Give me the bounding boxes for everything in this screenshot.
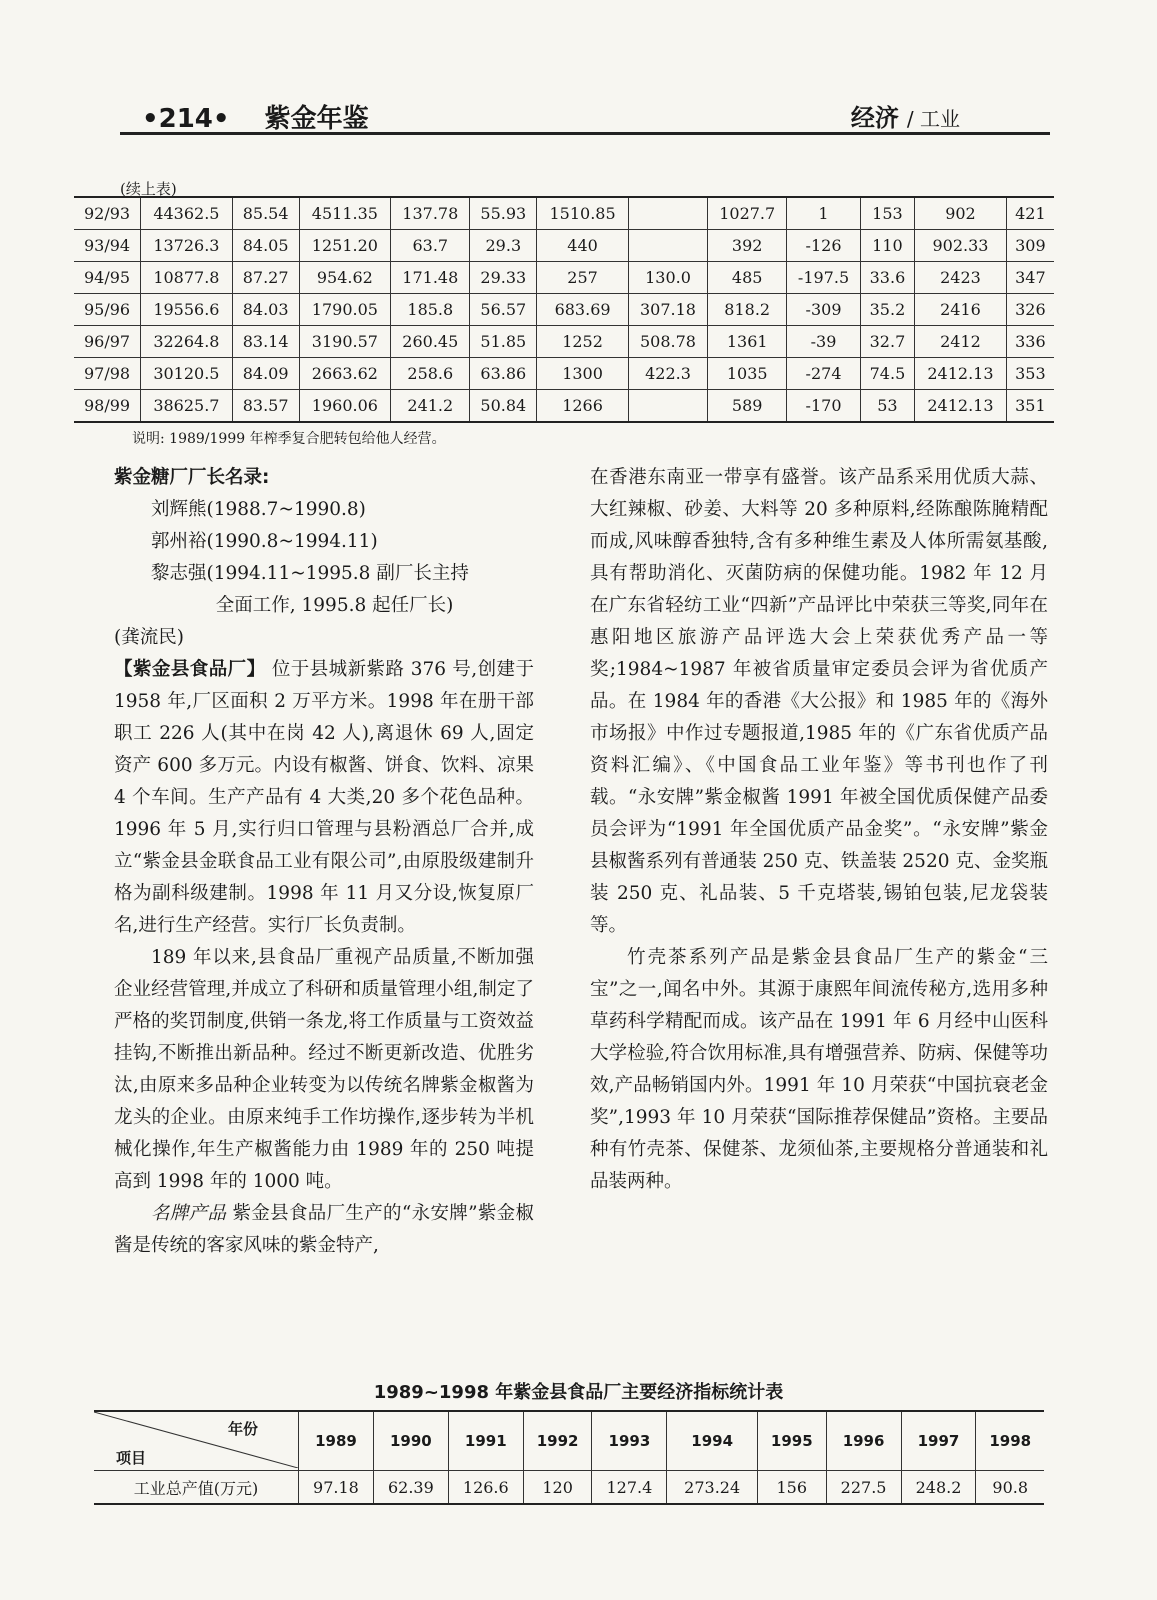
table-cell: 84.05 xyxy=(232,230,299,262)
table-cell xyxy=(628,230,707,262)
table-cell: 3190.57 xyxy=(299,326,391,358)
table-cell: 347 xyxy=(1006,262,1054,294)
table-cell: 257 xyxy=(537,262,629,294)
table-cell: 1252 xyxy=(537,326,629,358)
continued-label: (续上表) xyxy=(120,180,177,198)
table-note: 说明: 1989/1999 年榨季复合肥转包给他人经营。 xyxy=(132,431,446,447)
table-cell: 74.5 xyxy=(860,358,914,390)
table-cell: 392 xyxy=(708,230,787,262)
table-cell: 110 xyxy=(860,230,914,262)
table-cell: 954.62 xyxy=(299,262,391,294)
page-header xyxy=(120,96,1050,135)
table-cell: -274 xyxy=(787,358,860,390)
left-column xyxy=(114,462,534,1262)
table-cell: 353 xyxy=(1006,358,1054,390)
table-cell: 92/93 xyxy=(74,197,141,230)
director-list xyxy=(114,494,534,622)
table-cell xyxy=(628,390,707,423)
table-cell: -39 xyxy=(787,326,860,358)
table-cell: 29.33 xyxy=(470,262,537,294)
table-cell: 84.09 xyxy=(232,358,299,390)
table-cell: 13726.3 xyxy=(141,230,233,262)
table-cell: 97/98 xyxy=(74,358,141,390)
value-cell: 90.8 xyxy=(976,1471,1044,1505)
table-cell: 1266 xyxy=(537,390,629,423)
director-entry: 郭州裕(1990.8~1994.11) xyxy=(151,531,378,552)
paragraph: 在香港东南亚一带享有盛誉。该产品系采用优质大蒜、大红辣椒、砂姜、大料等 20 多种原料,经陈酿陈腌精配而成,风味醇香独特,含有多种维生素及人体所需氨基酸,具有帮助消化、灭菌防病的保健功能。1982 年 12 月在广东省轻纺工业“四新”产品评比中荣获三等奖,同年在惠阳地区旅游产品评选大会上荣获优秀产品一等奖;1984~1987 年被省质量审定委员会评为省优质产品。在 1984 年的香港《大公报》和 1985 年的《海外市场报》中作过专题报道,1985 年的《广东省优质产品资料汇编》、《中国食品工业年鉴》等书刊也作了刊载。“永安牌”紫金椒酱 1991 年被全国优质保健产品委员会评为“1991 年全国优质产品金奖”。“永安牌”紫金县椒酱系列有普通装 250 克、铁盖装 2520 克、金奖瓶装 250 克、礼品装、5 千克塔装,锡铂包装,尼龙袋装等。 xyxy=(590,467,1048,936)
table-cell: 63.86 xyxy=(470,358,537,390)
table-cell: 44362.5 xyxy=(141,197,233,230)
table-cell: 1035 xyxy=(708,358,787,390)
table-cell: 94/95 xyxy=(74,262,141,294)
value-cell: 248.2 xyxy=(901,1471,976,1505)
value-cell: 127.4 xyxy=(592,1471,667,1505)
book-title: 紫金年鉴 xyxy=(264,104,369,134)
table-cell: 83.57 xyxy=(232,390,299,423)
table-cell: 30120.5 xyxy=(141,358,233,390)
table-cell: 1361 xyxy=(708,326,787,358)
table-cell: 1510.85 xyxy=(537,197,629,230)
value-cell: 120 xyxy=(523,1471,592,1505)
table-cell: 241.2 xyxy=(391,390,470,423)
year-header: 1998 xyxy=(976,1411,1044,1471)
table-cell: -309 xyxy=(787,294,860,326)
value-cell: 97.18 xyxy=(299,1471,374,1505)
year-header: 1996 xyxy=(826,1411,901,1471)
table-cell: 35.2 xyxy=(860,294,914,326)
table-cell: 326 xyxy=(1006,294,1054,326)
diagonal-header-cell xyxy=(94,1411,299,1471)
table-cell: 1 xyxy=(787,197,860,230)
table-cell: 83.14 xyxy=(232,326,299,358)
table-cell: -126 xyxy=(787,230,860,262)
table-row xyxy=(74,294,1054,326)
table-cell: 421 xyxy=(1006,197,1054,230)
stats-table-header xyxy=(94,1411,1044,1471)
entry-paragraph xyxy=(114,654,534,942)
table-cell: 1251.20 xyxy=(299,230,391,262)
table-cell: 309 xyxy=(1006,230,1054,262)
table-cell: 4511.35 xyxy=(299,197,391,230)
table-cell: 32.7 xyxy=(860,326,914,358)
table-cell: 32264.8 xyxy=(141,326,233,358)
table-cell: 589 xyxy=(708,390,787,423)
table-cell: 336 xyxy=(1006,326,1054,358)
year-header: 1997 xyxy=(901,1411,976,1471)
table-cell: 137.78 xyxy=(391,197,470,230)
table-cell xyxy=(628,197,707,230)
table-cell: 2423 xyxy=(915,262,1007,294)
table-cell: 683.69 xyxy=(537,294,629,326)
table-cell: 1790.05 xyxy=(299,294,391,326)
corner-item: 项目 xyxy=(116,1449,147,1467)
paragraph: 竹壳茶系列产品是紫金县食品厂生产的紫金“三宝”之一,闻名中外。其源于康熙年间流传秘方,选用多种草药科学精配而成。该产品在 1991 年 6 月经中山医科大学检验,符合饮用标准,具有增强营养、防病、保健等功效,产品畅销国内外。1991 年 10 月荣获“中国抗衰老金奖”,1993 年 10 月荣获“国际推荐保健品”资格。主要品种有竹壳茶、保健茶、龙须仙茶,主要规格分普通装和礼品装两种。 xyxy=(590,947,1048,1192)
table-cell: 351 xyxy=(1006,390,1054,423)
table-cell: 902 xyxy=(915,197,1007,230)
table-cell: 2663.62 xyxy=(299,358,391,390)
stats-table xyxy=(94,1410,1044,1505)
table-cell: 1960.06 xyxy=(299,390,391,423)
table-row xyxy=(74,197,1054,230)
table-cell: 258.6 xyxy=(391,358,470,390)
table-cell: 1300 xyxy=(537,358,629,390)
table-cell: 902.33 xyxy=(915,230,1007,262)
table-cell: 95/96 xyxy=(74,294,141,326)
year-header: 1994 xyxy=(667,1411,758,1471)
year-header: 1995 xyxy=(757,1411,826,1471)
table-cell: 56.57 xyxy=(470,294,537,326)
table-cell: 10877.8 xyxy=(141,262,233,294)
table-cell: 2416 xyxy=(915,294,1007,326)
table-cell: 38625.7 xyxy=(141,390,233,423)
table-cell: 818.2 xyxy=(708,294,787,326)
director-entry: 黎志强(1994.11~1995.8 副厂长主持 xyxy=(151,563,469,584)
subsection-title: / 工业 xyxy=(906,107,960,131)
table-cell: 185.8 xyxy=(391,294,470,326)
table-cell: 84.03 xyxy=(232,294,299,326)
section-title: 经济 xyxy=(850,104,899,132)
table-cell: 1027.7 xyxy=(708,197,787,230)
director-list-title: 紫金糖厂厂长名录: xyxy=(114,467,270,488)
table-cell: 508.78 xyxy=(628,326,707,358)
year-header: 1992 xyxy=(523,1411,592,1471)
corner-year: 年份 xyxy=(227,1420,258,1438)
table-cell: 2412.13 xyxy=(915,390,1007,423)
table-cell: 63.7 xyxy=(391,230,470,262)
value-cell: 273.24 xyxy=(667,1471,758,1505)
table-row xyxy=(74,326,1054,358)
table-cell: 51.85 xyxy=(470,326,537,358)
director-entry: 刘辉熊(1988.7~1990.8) xyxy=(151,499,366,520)
header-left xyxy=(142,98,369,135)
table-cell: 440 xyxy=(537,230,629,262)
table-cell: 87.27 xyxy=(232,262,299,294)
table-cell: 19556.6 xyxy=(141,294,233,326)
continued-table xyxy=(74,196,1054,423)
table-cell: -170 xyxy=(787,390,860,423)
table-cell: 55.93 xyxy=(470,197,537,230)
table-cell: 2412.13 xyxy=(915,358,1007,390)
brand-text: 紫金县食品厂生产的“永安牌”紫金椒酱是传统的客家风味的紫金特产, xyxy=(114,1203,534,1256)
table-cell: 422.3 xyxy=(628,358,707,390)
entry-text: 位于县城新紫路 376 号,创建于 1958 年,厂区面积 2 万平方米。1998 年在册干部职工 226 人(其中在岗 42 人),离退休 69 人,固定资产 600 多万元。内设有椒酱、饼食、饮料、凉果 4 个车间。生产产品有 4 大类,20 多个花色品种。1996 年 5 月,实行归口管理与县粉酒总厂合并,成立“紫金县金联食品工业有限公司”,由原股级建制升格为副科级建制。1998 年 11 月又分设,恢复原厂名,进行生产经营。实行厂长负责制。 xyxy=(114,659,534,936)
table-cell: 307.18 xyxy=(628,294,707,326)
table-cell: -197.5 xyxy=(787,262,860,294)
table-cell: 2412 xyxy=(915,326,1007,358)
table-cell: 33.6 xyxy=(860,262,914,294)
table-row xyxy=(74,262,1054,294)
table-row xyxy=(74,390,1054,423)
year-header: 1991 xyxy=(448,1411,523,1471)
value-cell: 126.6 xyxy=(448,1471,523,1505)
paragraph: 189 年以来,县食品厂重视产品质量,不断加强企业经营管理,并成立了科研和质量管理小组,制定了严格的奖罚制度,供销一条龙,将工作质量与工资效益挂钩,不断推出新品种。经过不断更新改造、优胜劣汰,由原来多品种企业转变为以传统名牌紫金椒酱为龙头的企业。由原来纯手工作坊操作,逐步转为半机械化操作,年生产椒酱能力由 1989 年的 250 吨提高到 1998 年的 1000 吨。 xyxy=(114,947,534,1192)
table-cell: 93/94 xyxy=(74,230,141,262)
entry-title: 【紫金县食品厂】 xyxy=(114,659,266,680)
page-number: •214• xyxy=(142,104,230,134)
table-cell: 153 xyxy=(860,197,914,230)
table-cell: 85.54 xyxy=(232,197,299,230)
table-row xyxy=(74,230,1054,262)
right-column xyxy=(590,462,1048,1198)
table-cell: 96/97 xyxy=(74,326,141,358)
paragraph xyxy=(114,1198,534,1262)
brand-label: 名牌产品 xyxy=(151,1203,227,1224)
table-cell: 29.3 xyxy=(470,230,537,262)
stats-table-row xyxy=(94,1471,1044,1505)
year-header: 1990 xyxy=(373,1411,448,1471)
table-cell: 53 xyxy=(860,390,914,423)
author: (龚流民) xyxy=(114,627,184,648)
director-entry-cont: 全面工作, 1995.8 起任厂长) xyxy=(215,595,454,616)
table-cell: 98/99 xyxy=(74,390,141,423)
value-cell: 62.39 xyxy=(373,1471,448,1505)
value-cell: 227.5 xyxy=(826,1471,901,1505)
value-cell: 156 xyxy=(757,1471,826,1505)
year-header: 1993 xyxy=(592,1411,667,1471)
table-cell: 171.48 xyxy=(391,262,470,294)
table-cell: 260.45 xyxy=(391,326,470,358)
row-label: 工业总产值(万元) xyxy=(94,1471,299,1505)
year-header: 1989 xyxy=(299,1411,374,1471)
table-cell: 485 xyxy=(708,262,787,294)
table-cell: 50.84 xyxy=(470,390,537,423)
stats-table-title: 1989~1998 年紫金县食品厂主要经济指标统计表 xyxy=(373,1382,784,1403)
table-cell: 130.0 xyxy=(628,262,707,294)
table-row xyxy=(74,358,1054,390)
header-right xyxy=(851,98,960,133)
